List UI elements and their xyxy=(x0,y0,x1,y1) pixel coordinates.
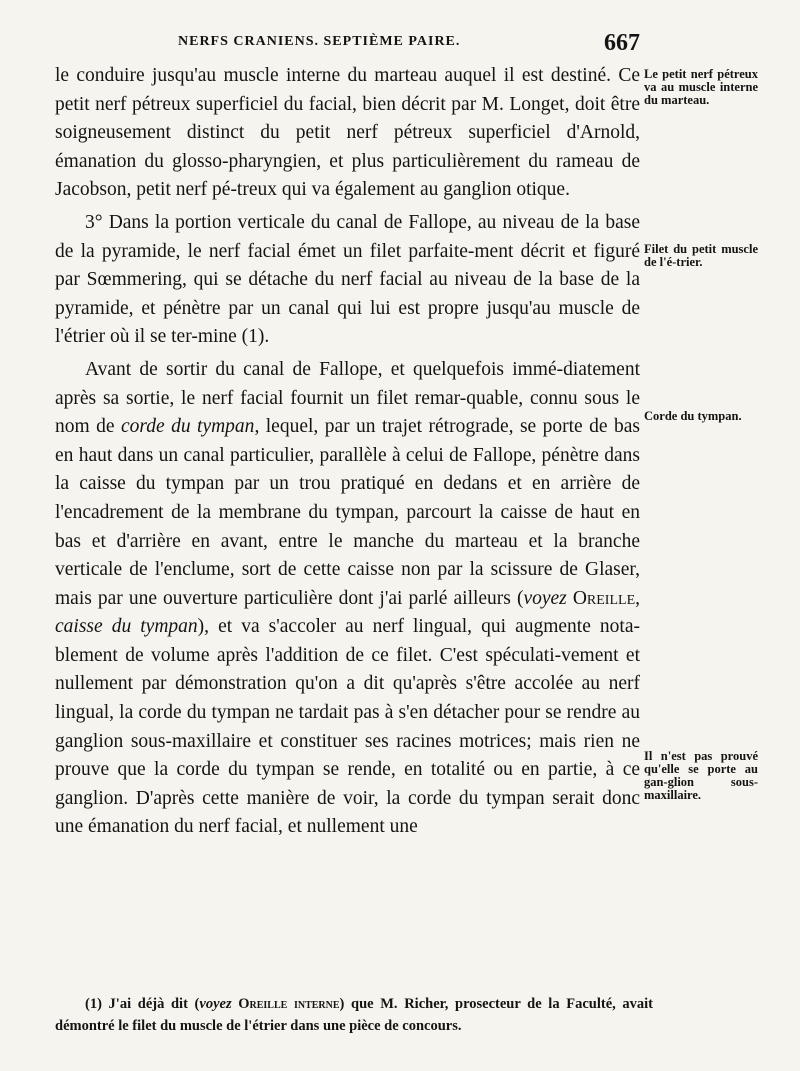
paragraph-2: 3° Dans la portion verticale du canal de Fallope, au niveau de la base de la pyramide, le nerf facial émet un filet parfaite-ment décrit et figuré par Sœmmering, qui se détache du nerf facial au niveau de la base de la pyramide, et pénètre par un canal qui lui est propre jusqu'au muscle de l'étrier où il se ter-mine (1). xyxy=(55,211,640,348)
page-header xyxy=(160,30,640,60)
margin-note-corde-tympan: Corde du tympan. xyxy=(644,409,742,423)
main-text xyxy=(55,62,640,842)
footnote-oreille-interne: Oreille interne xyxy=(238,996,340,1012)
paragraph-1: le conduire jusqu'au muscle interne du marteau auquel il est destiné. Ce petit nerf pétreux superficiel du facial, bien décrit par M. Longet, doit être soigneusement distinct du petit nerf pétreux superficiel d'Arnold, émanation du glosso-pharyngien, et plus particulièrement du rameau de Jacobson, petit nerf pé-treux qui va également au ganglion otique. xyxy=(55,65,640,201)
footnote-text-a: (1) J'ai déjà dit ( xyxy=(85,996,200,1012)
footnote xyxy=(55,993,653,1037)
running-head: NERFS CRANIENS. SEPTIÈME PAIRE. xyxy=(178,34,461,49)
margin-note-filet-etrier: Filet du petit muscle de l'é-trier. xyxy=(644,242,758,269)
margin-note-petit-nerf: Le petit nerf pétreux va au muscle interne du marteau. xyxy=(644,67,758,107)
oreille-reference: Oreille xyxy=(572,587,636,609)
term-corde-du-tympan: corde du tympan xyxy=(120,416,255,438)
paragraph-3 xyxy=(55,356,640,842)
voyez-reference: voyez xyxy=(523,587,567,609)
page-number: 667 xyxy=(604,30,640,56)
paragraph-3-text-b: , lequel, par un trajet rétrograde, se porte de bas en haut dans un canal particulier, parallèle à celui de Fallope, pénètre dans la caisse du tympan par un trou pratiqué en dedans et en arrière de l'encadrement de la membrane du tympan, parcourt la caisse de haut en bas et d'arrière en avant, entre le manche du marteau et la branche verticale de l'enclume, sort de cette caisse non par la scissure de Glaser, mais par une ouverture particulière dont j'ai parlé ailleurs ( xyxy=(55,416,640,609)
paragraph-3-text-a: Avant de sortir du canal de Fallope, et quelquefois immé-diatement après sa sortie, le nerf facial fournit un filet remar-quable, connu sous le nom de xyxy=(55,358,640,438)
caisse-du-tympan-reference: caisse du tympan xyxy=(55,616,198,638)
footnote-voyez: voyez xyxy=(199,996,232,1012)
paragraph-3-text-c: , xyxy=(635,587,640,609)
margin-note-ganglion: Il n'est pas prouvé qu'elle se porte au gan-glion sous-maxillaire. xyxy=(644,749,758,802)
paragraph-3-text-d: ), et va s'accoler au nerf lingual, qui augmente nota-blement de volume après l'addition de ce filet. C'est spéculati-vement et nullement par démonstration qu'on a dit qu'après s'être accolée au nerf lingual, la corde du tympan ne tardait pas à s'en détacher pour se rendre au ganglion sous-maxillaire et constituer ses racines motrices; mais rien ne prouve que la corde du tympan se rende, en totalité ou en partie, à ce ganglion. D'après cette manière de voir, la corde du tympan serait donc une émanation du nerf facial, et nullement une xyxy=(55,616,640,838)
footnote-text-b: ) que M. Richer, prosecteur de la Faculté, avait démontré le filet du muscle de l'étrier dans une pièce de concours. xyxy=(55,996,654,1034)
